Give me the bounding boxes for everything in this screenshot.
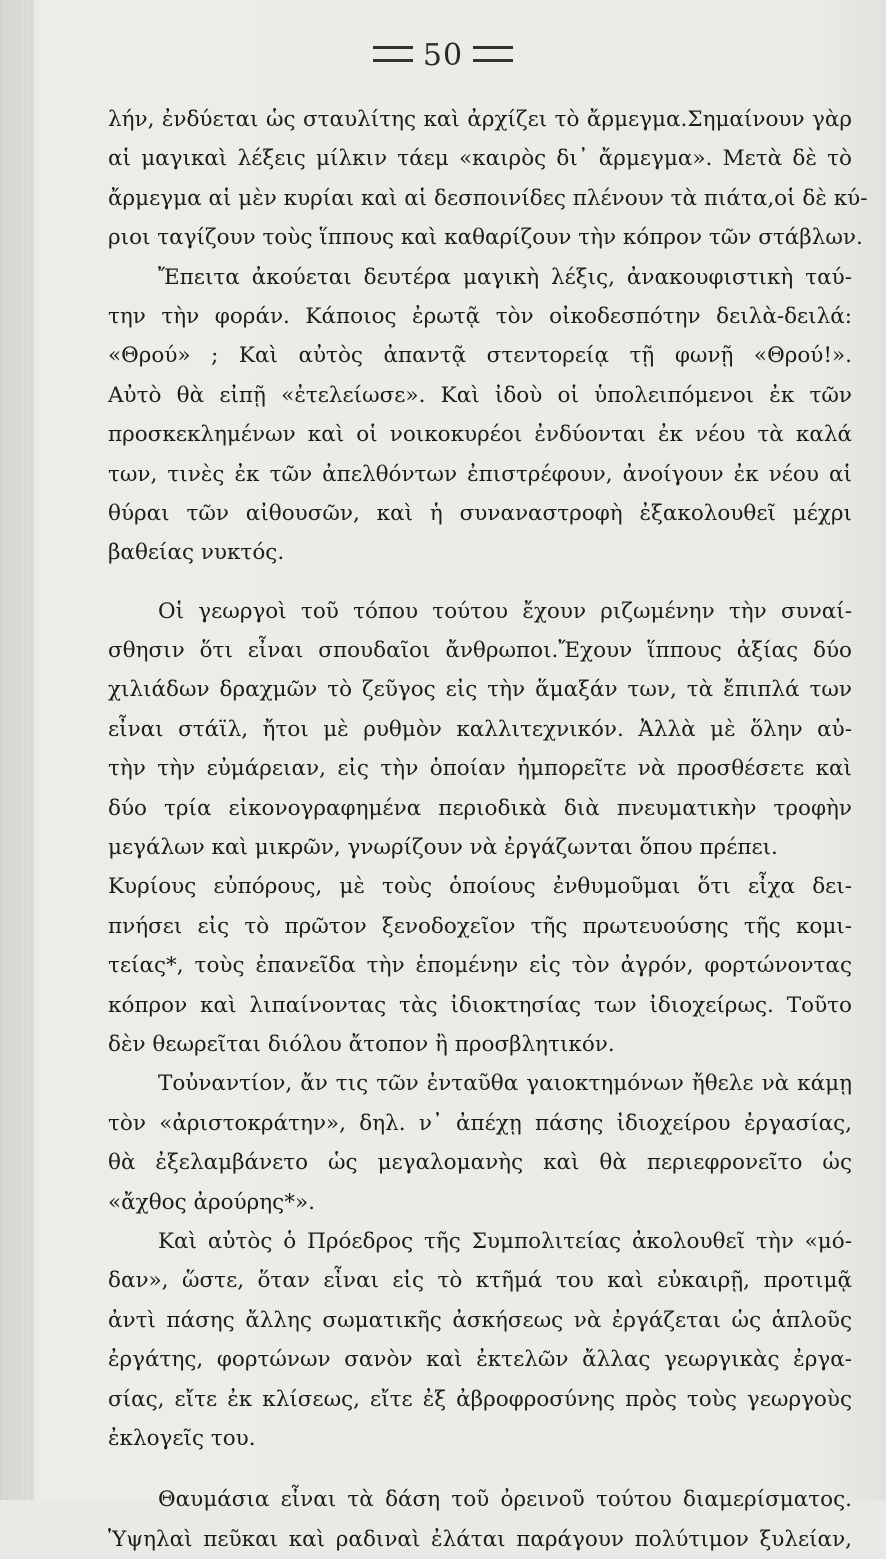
text-line: τὸν «ἀριστοκράτην», δηλ. ν᾽ ἀπέχῃ πάσης ἰδιοχείρου ἐργασίας,: [108, 1110, 852, 1136]
text-line: θύραι τῶν αἰθουσῶν, καὶ ἡ συναναστροφὴ ἐξακολουθεῖ μέχρι: [108, 500, 852, 526]
text-line: ἀντὶ πάσης ἄλλης σωματικῆς ἀσκήσεως νὰ ἐργάζεται ὡς ἁπλοῦς: [108, 1307, 852, 1333]
text-line: βαθείας νυκτός.: [108, 540, 285, 566]
text-line: Κυρίους εὐπόρους, μὲ τοὺς ὁποίους ἐνθυμοῦμαι ὅτι εἶχα δει-: [108, 874, 852, 900]
text-line: πνήσει εἰς τὸ πρῶτον ξενοδοχεῖον τῆς πρωτευούσης τῆς κομι-: [108, 913, 852, 939]
text-line: κόπρον καὶ λιπαίνοντας τὰς ἰδιοκτησίας των ἰδιοχείρως. Τοῦτο: [108, 992, 852, 1018]
text-line: σίας, εἴτε ἐκ κλίσεως, εἴτε ἐξ ἀβροφροσύνης πρὸς τοὺς γεωργοὺς: [108, 1386, 852, 1412]
text-line: εἶναι στάϊλ, ἤτοι μὲ ρυθμὸν καλλιτεχνικόν. Ἀλλὰ μὲ ὅλην αὐ-: [108, 716, 852, 742]
text-line: Ἔπειτα ἀκούεται δευτέρα μαγικὴ λέξις, ἀνακουφιστικὴ ταύ-: [158, 264, 852, 290]
text-line: Θαυμάσια εἶναι τὰ δάση τοῦ ὀρεινοῦ τούτου διαμερίσματος.: [158, 1487, 852, 1513]
text-line: τὴν τὴν εὐμάρειαν, εἰς τὴν ὁποίαν ἠμπορεῖτε νὰ προσθέσετε καὶ: [108, 756, 852, 782]
text-line: την τὴν φοράν. Κάποιος ἐρωτᾷ τὸν οἰκοδεσπότην δειλὰ-δειλά:: [108, 303, 852, 329]
text-line: τείας*, τοὺς ἐπανεῖδα τὴν ἑπομένην εἰς τὸν ἀγρόν, φορτώνοντας: [108, 953, 852, 979]
text-line: θὰ ἐξελαμβάνετο ὡς μεγαλομανὴς καὶ θὰ περιεφρονεῖτο ὡς: [108, 1150, 852, 1176]
paragraph-gap: [108, 1458, 852, 1480]
paragraph-gap: [108, 573, 852, 592]
text-line: Τοὐναντίον, ἄν τις τῶν ἐνταῦθα γαιοκτημόνων ἤθελε νὰ κάμῃ: [158, 1071, 852, 1097]
text-line: χιλιάδων δραχμῶν τὸ ζεῦγος εἰς τὴν ἅμαξάν των, τὰ ἔπιπλά των: [108, 677, 852, 703]
text-line: σθησιν ὅτι εἶναι σπουδαῖοι ἄνθρωποι.Ἔχουν ἵππους ἀξίας δύο: [108, 638, 852, 664]
text-line: Καὶ αὐτὸς ὁ Πρόεδρος τῆς Συμπολιτείας ἀκολουθεῖ τὴν «μό-: [158, 1228, 852, 1254]
binding-edge: [0, 0, 34, 1500]
body-text: [108, 100, 868, 1559]
text-line: Ὑψηλαὶ πεῦκαι καὶ ραδιναὶ ἐλάται παράγουν πολύτιμον ξυλείαν,: [108, 1526, 852, 1552]
page-header: [0, 38, 886, 73]
page-number: 50: [422, 38, 464, 73]
text-line: ἐργάτης, φορτώνων σανὸν καὶ ἐκτελῶν ἄλλας γεωργικὰς ἐργα-: [108, 1347, 852, 1373]
text-line: ἐκλογεῖς του.: [108, 1425, 256, 1451]
text-line: «ἄχθος ἀρούρης*».: [108, 1189, 315, 1215]
text-line: προσκεκλημένων καὶ οἱ νοικοκυρέοι ἐνδύονται ἐκ νέου τὰ καλά: [108, 422, 852, 448]
text-line: δαν», ὥστε, ὅταν εἶναι εἰς τὸ κτῆμά του καὶ εὐκαιρῇ, προτιμᾷ: [108, 1268, 852, 1294]
rule-right: [473, 46, 513, 62]
text-line: ἄρμεγμα αἱ μὲν κυρίαι καὶ αἱ δεσποινίδες πλένουν τὰ πιάτα,οἱ δὲ κύ-: [108, 185, 868, 211]
text-line: δύο τρία εἰκονογραφημένα περιοδικὰ διὰ πνευματικὴν τροφὴν: [108, 795, 852, 821]
text-line: Οἱ γεωργοὶ τοῦ τόπου τούτου ἔχουν ριζωμένην τὴν συναί-: [158, 598, 852, 624]
text-line: ριοι ταγίζουν τοὺς ἵππους καὶ καθαρίζουν τὴν κόπρον τῶν στάβλων.: [108, 225, 863, 251]
text-line: «Θρού» ; Καὶ αὐτὸς ἀπαντᾷ στεντορείᾳ τῇ φωνῇ «Θρού!».: [108, 343, 852, 369]
text-line: αἱ μαγικαὶ λέξεις μίλκιν τάεμ «καιρὸς δι᾽ ἄρμεγμα». Μετὰ δὲ τὸ: [108, 146, 852, 172]
text-line: Αὐτὸ θὰ εἰπῇ «ἐτελείωσε». Καὶ ἰδοὺ οἱ ὑπολειπόμενοι ἐκ τῶν: [108, 382, 852, 408]
text-line: λήν, ἐνδύεται ὡς σταυλίτης καὶ ἀρχίζει τὸ ἄρμεγμα.Σημαίνουν γὰρ: [108, 107, 852, 132]
text-line: των, τινὲς ἐκ τῶν ἀπελθόντων ἐπιστρέφουν, ἀνοίγουν ἐκ νέου αἱ: [108, 461, 852, 487]
text-line: δὲν θεωρεῖται διόλου ἄτοπον ἢ προσβλητικόν.: [108, 1031, 615, 1057]
text-line: μεγάλων καὶ μικρῶν, γνωρίζουν νὰ ἐργάζωνται ὅπου πρέπει.: [108, 835, 778, 861]
rule-left: [373, 46, 413, 62]
